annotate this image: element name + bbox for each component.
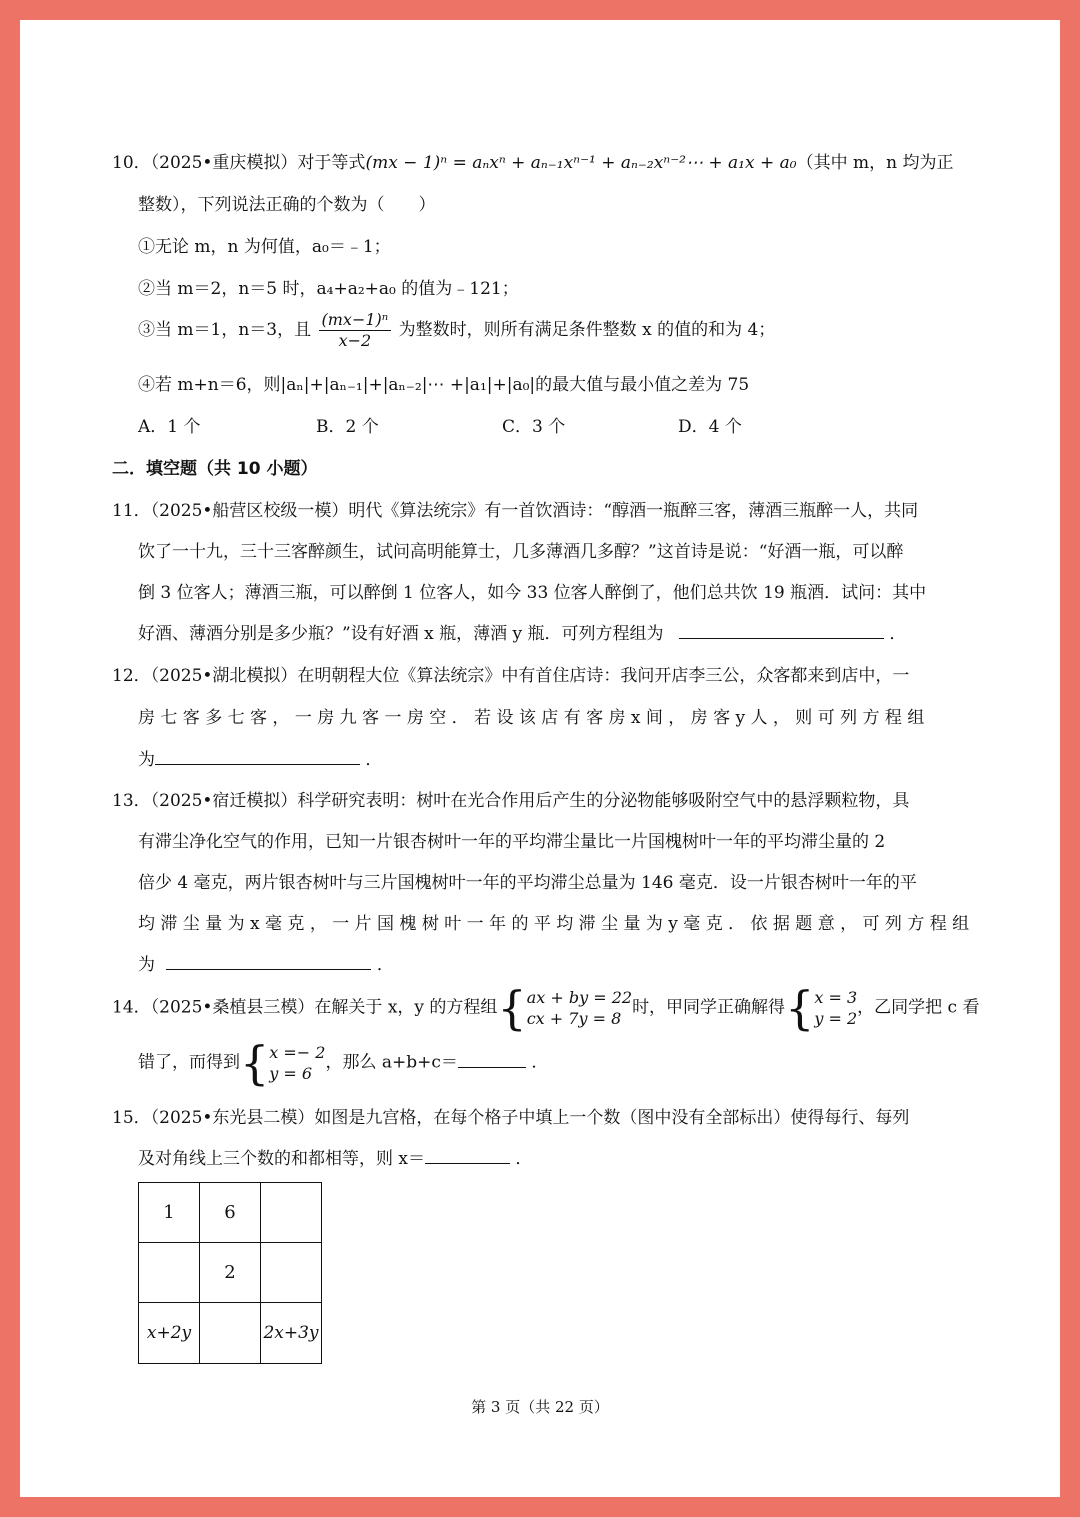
grid-cell: 1	[139, 1183, 200, 1243]
fraction-numerator: (mx−1)ⁿ	[319, 310, 392, 331]
q11-answer-blank[interactable]	[679, 624, 884, 639]
q15-line1: 15．（2025•东光县二模）如图是九宫格，在每个格子中填上一个数（图中没有全部标出）使得每行、每列	[112, 1108, 910, 1128]
grid-cell	[261, 1183, 322, 1243]
q10-item2: ②当 m＝2，n＝5 时，a₄+a₂+a₀ 的值为﹣121；	[138, 279, 519, 299]
page-footer: 第 3 页（共 22 页）	[471, 1398, 609, 1416]
exam-page	[20, 20, 1060, 1497]
q15-line2: 及对角线上三个数的和都相等，则 x＝	[138, 1149, 425, 1169]
q10-item3-b: 为整数时，则所有满足条件整数 x 的值的和为 4；	[398, 320, 776, 340]
q13-line3: 倍少 4 毫克，两片银杏树叶与三片国槐树叶一年的平均滞尘总量为 146 毫克．设一片银杏树叶一年的平	[138, 873, 917, 893]
q12-line2: 房 七 客 多 七 客 ， 一 房 九 客 一 房 空 ． 若 设 该 店 有 客 房 x 间 ， 房 客 y 人 ， 则 可 列 方 程 组	[138, 708, 925, 728]
q11-line3: 倒 3 位客人；薄酒三瓶，可以醉倒 1 位客人，如今 33 位客人醉倒了，他们总共饮 19 瓶酒．试问：其中	[138, 583, 927, 603]
q14-system-3: { x =− 2 y = 6	[240, 1036, 326, 1090]
q10-suffix: （其中 m，n 均为正	[796, 153, 954, 173]
q12-end: ．	[365, 750, 383, 770]
grid-cell: x+2y	[139, 1303, 200, 1364]
q14-text-a: 14．（2025•桑植县三模）在解关于 x，y 的方程组	[112, 997, 498, 1018]
q10-item4: ④若 m+n＝6，则|aₙ|+|aₙ₋₁|+|aₙ₋₂|⋯ +|a₁|+|a₀|的最大值与最小值之差为 75	[138, 375, 750, 395]
grid-cell	[261, 1243, 322, 1303]
q10-item1: ①无论 m，n 为何值，a₀＝﹣1；	[138, 237, 391, 257]
q13-line2: 有滞尘净化空气的作用，已知一片银杏树叶一年的平均滞尘量比一片国槐树叶一年的平均滞尘量的 2	[138, 832, 886, 852]
q12-line1: 12．（2025•湖北模拟）在明朝程大位《算法统宗》中有首住店诗：我问开店李三公，众客都来到店中，一	[112, 666, 910, 686]
q12-line3: 为	[138, 750, 155, 770]
fraction-denominator: x−2	[338, 331, 372, 350]
q13-line4: 均 滞 尘 量 为 x 毫 克 ， 一 片 国 槐 树 叶 一 年 的 平 均 滞 尘 量 为 y 毫 克 ． 依 据 题 意 ， 可 列 方 程 组	[138, 914, 970, 934]
q13-answer-blank[interactable]	[166, 955, 371, 970]
q10-line2: 整数），下列说法正确的个数为（ ）	[138, 195, 436, 215]
q15-answer-blank[interactable]	[425, 1149, 510, 1164]
grid-cell: 2	[200, 1243, 261, 1303]
q11-line4: 好酒、薄酒分别是多少瓶？”设有好酒 x 瓶，薄酒 y 瓶．可列方程组为	[138, 624, 664, 644]
q10-option-d: D．4 个	[678, 417, 742, 437]
section-title: 二．填空题（共 10 小题）	[112, 459, 318, 479]
q10-option-c: C．3 个	[502, 417, 566, 437]
q14-text-d: 错了，而得到	[138, 1052, 240, 1073]
q10-item3-a: ③当 m＝1，n＝3，且	[138, 320, 312, 340]
q14-text-c: ，乙同学把 c 看	[857, 997, 980, 1018]
q13-line5: 为	[138, 955, 155, 975]
q10-fraction	[319, 310, 392, 351]
grid-cell	[139, 1243, 200, 1303]
q14-answer-blank[interactable]	[458, 1053, 526, 1068]
q11-line2: 饮了一十九，三十三客醉颜生，试问高明能算士，几多薄酒几多醇？”这首诗是说：“好酒一瓶，可以醉	[138, 542, 904, 562]
q11-line1: 11．（2025•船营区校级一模）明代《算法统宗》有一首饮酒诗：“醇酒一瓶醉三客，薄酒三瓶醉一人，共同	[112, 501, 919, 521]
q11-end: ．	[889, 624, 907, 644]
q10-option-b: B．2 个	[316, 417, 379, 437]
q10-option-a: A．1 个	[138, 417, 201, 437]
q14-system-2: { x = 3 y = 2	[785, 981, 858, 1035]
grid-cell: 2x+3y	[261, 1303, 322, 1364]
q14-text-e: ，那么 a+b+c＝	[325, 1052, 458, 1073]
nine-grid	[138, 1182, 322, 1364]
q14-system-1: { ax + by = 22 cx + 7y = 8	[497, 981, 633, 1035]
q14-end: ．	[531, 1052, 549, 1073]
q10-formula: (mx − 1)ⁿ = aₙxⁿ + aₙ₋₁xⁿ⁻¹ + aₙ₋₂xⁿ⁻²⋯ + a₁x + a₀	[365, 153, 797, 173]
q14-text-b: 时，甲同学正确解得	[632, 997, 786, 1018]
q13-line1: 13．（2025•宿迁模拟）科学研究表明：树叶在光合作用后产生的分泌物能够吸附空气中的悬浮颗粒物，具	[112, 791, 910, 811]
grid-cell	[200, 1303, 261, 1364]
q12-answer-blank[interactable]	[155, 750, 360, 765]
grid-cell: 6	[200, 1183, 261, 1243]
q15-end: ．	[515, 1149, 533, 1169]
q10-prefix: 10．（2025•重庆模拟）对于等式	[112, 153, 366, 173]
q13-end: ．	[376, 955, 394, 975]
